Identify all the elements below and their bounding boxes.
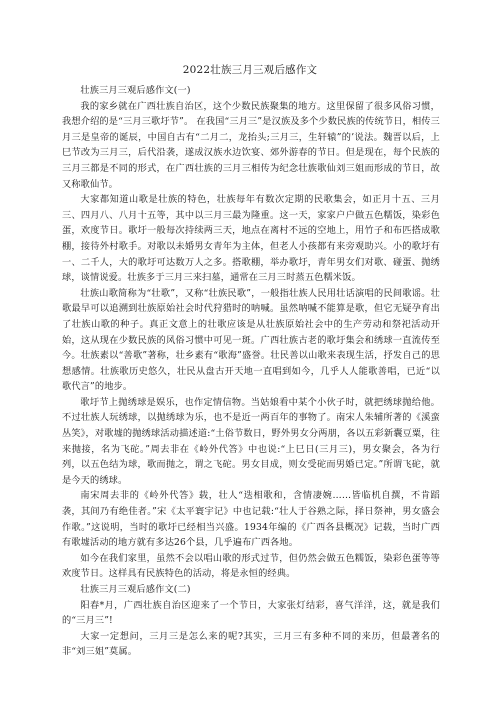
paragraph: 大家都知道山歌是壮族的特色，壮族每年有数次定期的民歌集会，如正月十五、三月三、四月八、八月十五等，其中以三月三最为隆重。这一天，家家户户做五色糯饭，染彩色蛋，欢度节日。歌圩一般每次持续两三天，地点在离村不远的空地上，用竹子和布匹搭成歌棚，接待外村歌手。对歌以未婚男女青年为主体，但老人小孩都有来旁观助兴。小的歌圩有一、二千人，大的歌圩可达数万人之多。搭歌棚，举办歌圩，青年男女们对歌、碰蛋、抛绣球，谈情说爱。壮族多于三月三来扫墓，通常在三月三时蒸五色糯米饭。: [62, 194, 440, 284]
section-subtitle-2: 壮族三月三观后感作文(二): [80, 584, 191, 595]
paragraph: 如今在我们家里，虽然不会以唱山歌的形式过节，但仍然会做五色糯饭，染彩色蛋等等欢度节日。这样具有民族特色的活动，将是永恒的经典。: [62, 552, 440, 580]
paragraph: 大家一定想问，三月三是怎么来的呢?其实，三月三有多种不同的来历，但最著名的非“刘三姐”莫属。: [62, 630, 440, 658]
paragraph: 南宋周去非的《岭外代答》载，壮人“迭相歌和，含情凄婉……皆临机自撰，不肯蹈袭，其间乃有绝佳者。”宋《太平寰宇记》中也记载:“壮人于谷熟之际，择日祭神，男女盛会作歌。”这说明，当时的歌圩已经相当兴盛。1934年编的《广西各县概况》记载，当时广西有歌墟活动的地方就有多达26个县，几乎遍布广西各地。: [62, 490, 440, 549]
paragraph: 我的家乡就在广西壮族自治区，这个少数民族聚集的地方。这里保留了很多风俗习惯，我想介绍的是“三月三歌圩节”。 在我国“三月三”是汉族及多个少数民族的传统节日，相传三月三是皇帝的诞辰，中国自古有“二月二，龙抬头;三月三，生轩辕”的’说法。魏晋以后，上巳节改为三月三，后代沿袭，遂成汉族水边饮宴、郊外游春的节日。但是现在，每个民族的三月三都是不同的形式，在广西壮族的三月三相传为纪念壮族歌仙刘三姐而形成的节日，故又称歌仙节。: [62, 100, 440, 190]
section-subtitle-1: 壮族三月三观后感作文(一): [80, 85, 191, 96]
document-title: 2022壮族三月三观后感作文: [182, 64, 318, 76]
paragraph: 壮族山歌简称为“壮歌”，又称“壮族民歌”，一般指壮族人民用壮话演唱的民间歌谣。壮歌最早可以追溯到壮族原始社会时代狩猎时的呐喊。虽然呐喊不能算是歌，但它无疑孕育出了壮族山歌的种子。真正文意上的壮歌应该是从壮族原始社会中的生产劳动和祭祀活动开始，这从现在少数民族的风俗习惯中可见一斑。广西壮族古老的歌圩集会和绣球一直流传至今。壮族素以“善歌”著称，壮乡素有“歌海”盛誉。壮民善以山歌来表现生活，抒发自己的思想感情。壮族歌历史悠久，壮民从盘古开天地一直唱到如今，几乎人人能歌善唱，已近“以歌代言”的地步。: [62, 287, 440, 393]
paragraph: 阳春*月，广西壮族自治区迎来了一个节日，大家张灯结彩，喜气洋洋，这，就是我们的“三月三”!: [62, 599, 440, 627]
document-body: [62, 83, 440, 660]
paragraph: 歌圩节上抛绣球是娱乐，也作定情信物。当姑娘看中某个小伙子时，就把绣球抛给他。不过壮族人玩绣球，以抛绣球为乐，也不是近一两百年的事物了。南宋人朱辅所著的《溪蛮丛笑》，对歌墟的抛绣球活动描述道:“土俗节数日，野外男女分两朋，各以五彩新囊豆粟，往来抛接，名为飞砣。”周去非在《岭外代答》中也说:“上巳日(三月三)，男女聚会，各为行列，以五色结为球，歌而抛之，谓之飞砣。男女目成，则女受砣而男婚已定。”所谓飞砣，就是今天的绣球。: [62, 396, 440, 486]
